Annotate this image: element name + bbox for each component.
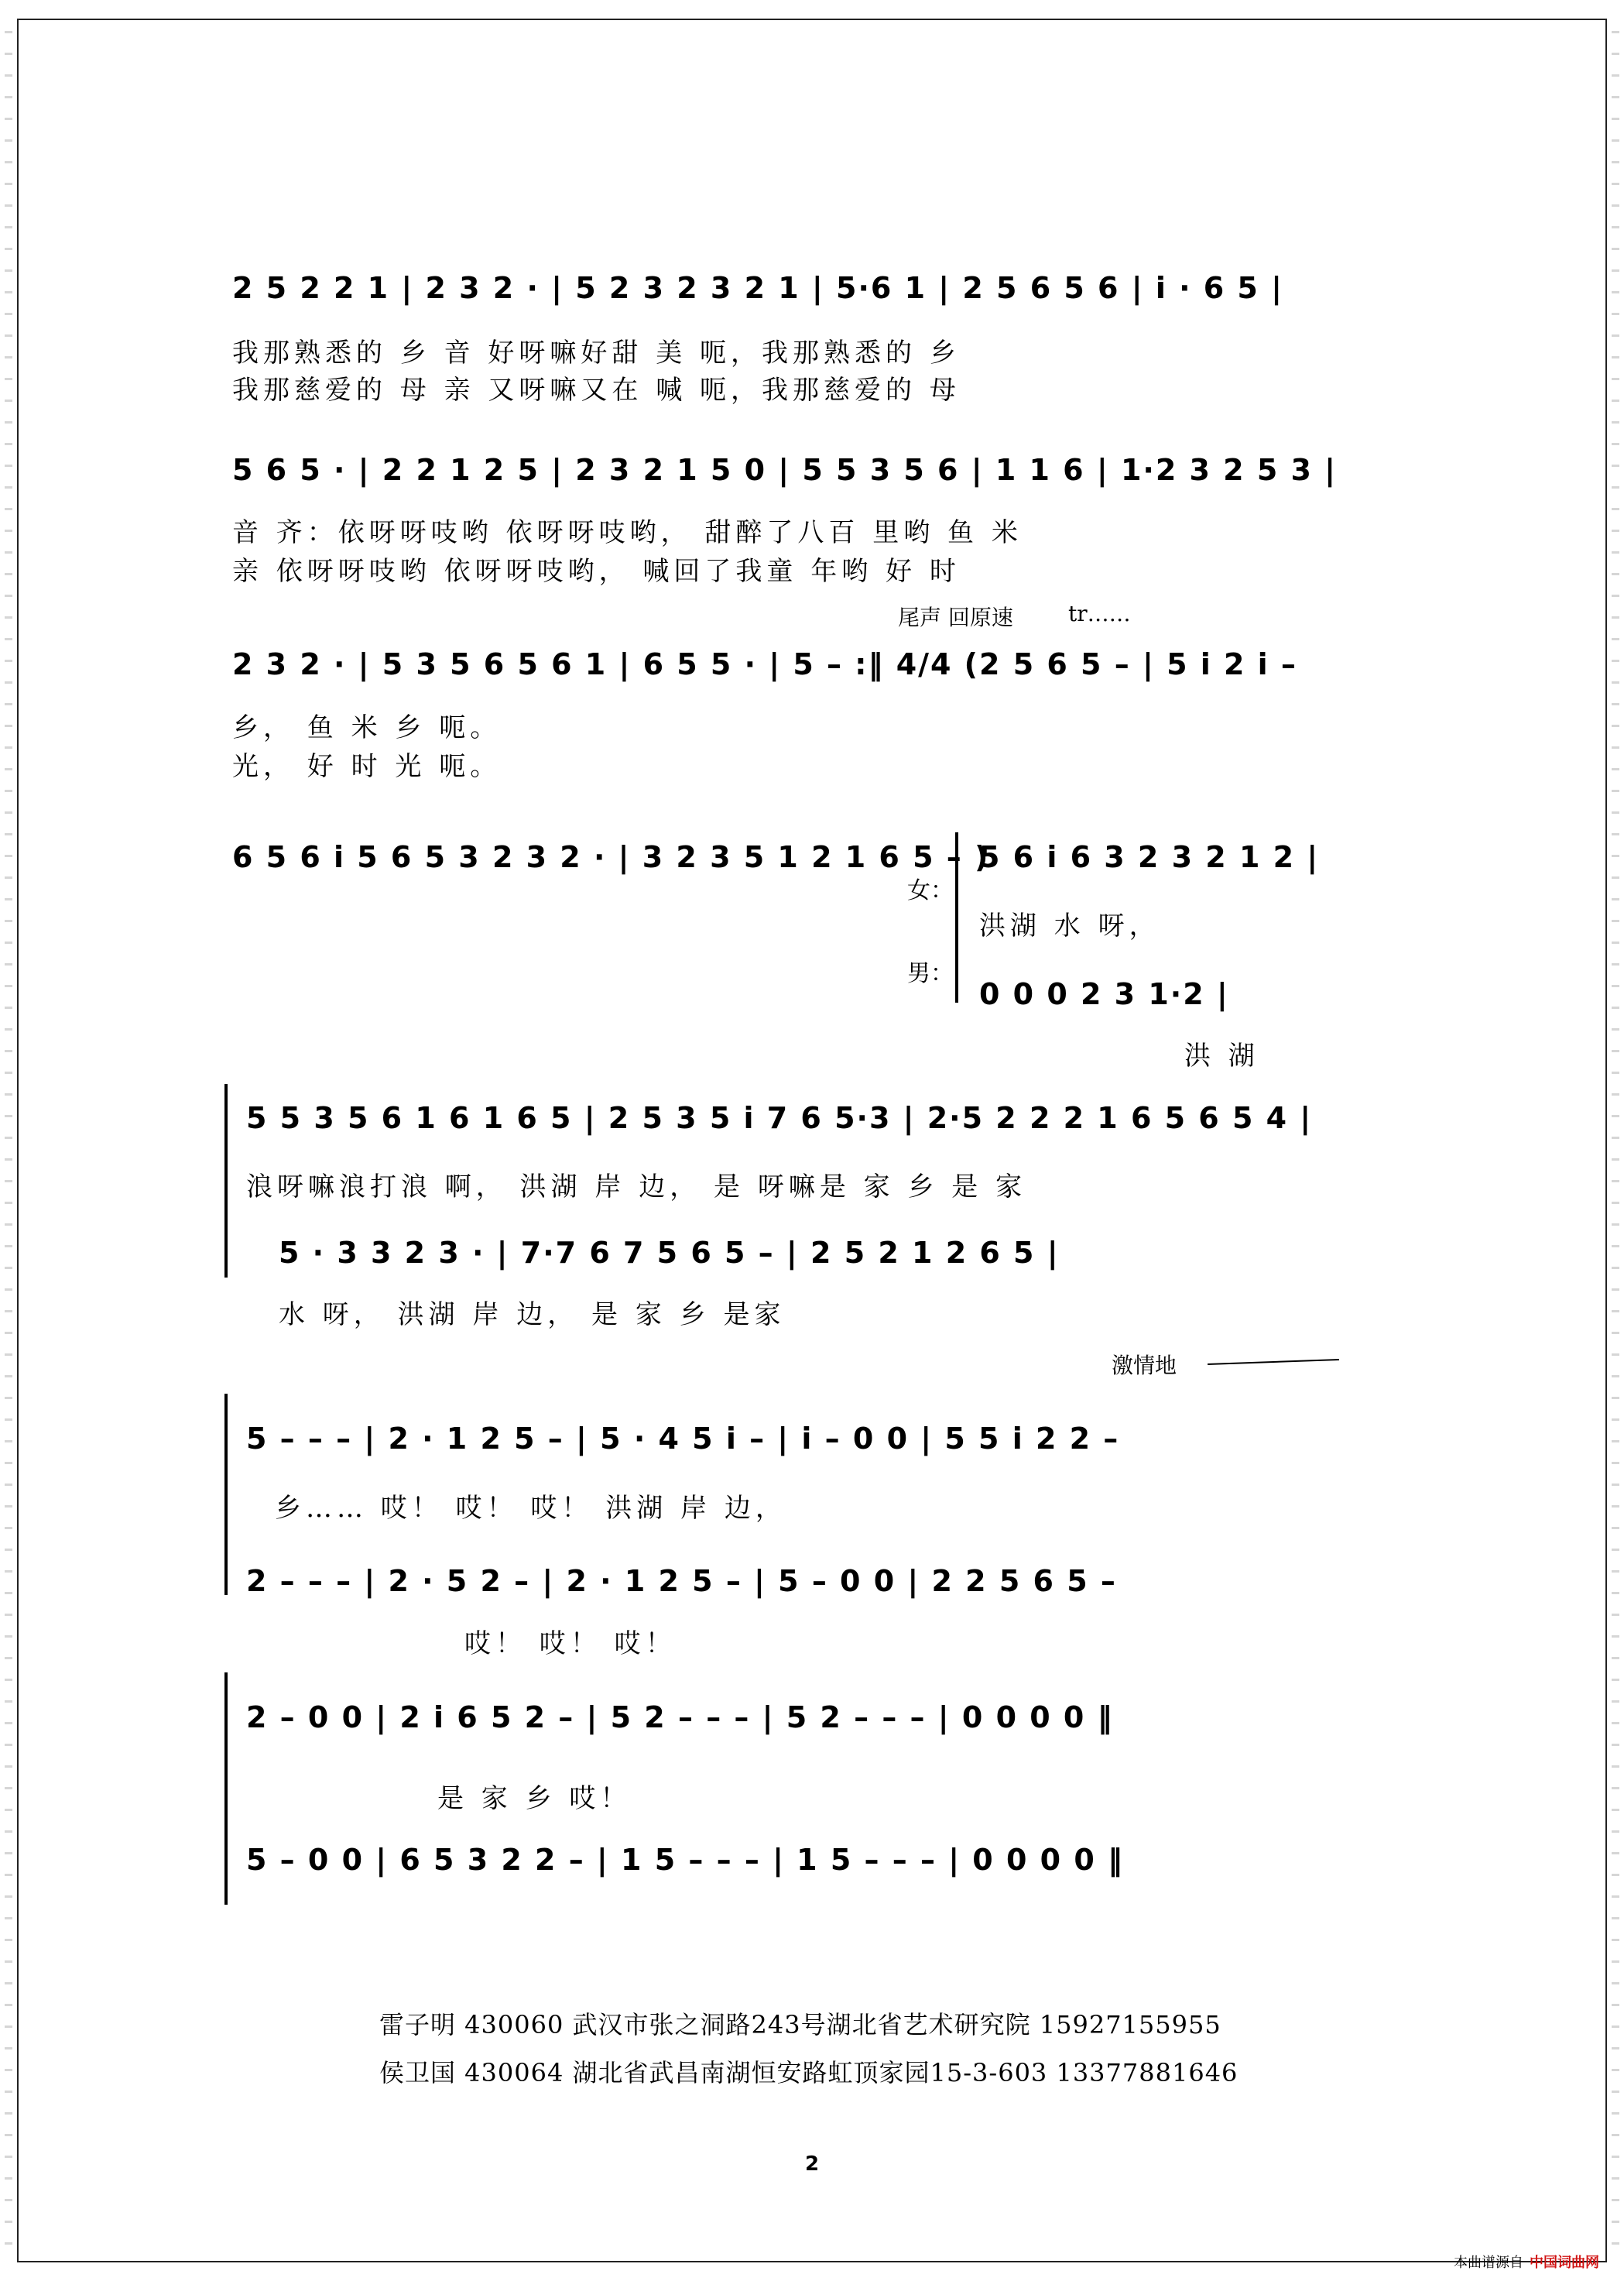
female-label: 女： — [907, 877, 954, 904]
score-row-2-lyric-1: 音 齐：依呀呀吱哟 依呀呀吱哟， 甜醉了八百 里哟 鱼 米 — [232, 517, 1023, 548]
score-row-1-notes: 2 5 2 2 1 | 2 3 2 · | 5 2 3 2 3 2 1 | 5·6 1 | 2 5 6 5 6 | i · 6 5 | — [232, 271, 1283, 305]
female-lyric-row-5: 浪呀嘛浪打浪 啊， 洪湖 岸 边， 是 呀嘛是 家 乡 是 家 — [246, 1171, 1027, 1202]
score-row-2-notes: 5 6 5 · | 2 2 1 2 5 | 2 3 2 1 5 0 | 5 5 3 5 6 | 1 1 6 | 1·2 3 2 5 3 | — [232, 453, 1338, 487]
score-row-1-lyric-1: 我那熟悉的 乡 音 好呀嘛好甜 美 呃，我那熟悉的 乡 — [232, 338, 961, 369]
score-row-4-intro-notes: 6 5 6 i 5 6 5 3 2 3 2 · | 3 2 3 5 1 2 1 6 5 – ) — [232, 840, 990, 874]
page-number: 2 — [805, 2152, 820, 2176]
male-part-row-7: 5 – 0 0 | 6 5 3 2 2 – | 1 5 – – – | 1 5 – – – | 0 0 0 0 ‖ — [246, 1843, 1124, 1877]
side-watermark-right — [1612, 31, 1619, 2245]
score-row-3-lyric-1: 乡， 鱼 米 乡 呃。 — [232, 712, 502, 743]
male-part-row-5: 5 · 3 3 2 3 · | 7·7 6 7 5 6 5 – | 2 5 2 1 2 6 5 | — [279, 1236, 1060, 1270]
duet-brace — [955, 832, 958, 1003]
male-lyric-row-4: 洪 湖 — [1184, 1041, 1259, 1072]
male-part-row-6: 2 – – – | 2 · 5 2 – | 2 · 1 2 5 – | 5 – 0 0 | 2 2 5 6 5 – — [246, 1564, 1117, 1598]
score-row-1-lyric-2: 我那慈爱的 母 亲 又呀嘛又在 喊 呃，我那慈爱的 母 — [232, 375, 961, 406]
contact-line-1: 雷子明 430060 武汉市张之洞路243号湖北省艺术研究院 15927155955 — [379, 2010, 1221, 2039]
footer-credit — [1454, 2252, 1599, 2272]
footer-site-link[interactable]: 中国词曲网 — [1530, 2255, 1599, 2271]
expression-marking: 激情地 — [1112, 1353, 1177, 1378]
female-part-row-6: 5 – – – | 2 · 1 2 5 – | 5 · 4 5 i – | i – 0 0 | 5 5 i 2 2 – — [246, 1422, 1120, 1456]
duet-brace-row-7 — [224, 1672, 228, 1905]
male-lyric-row-5: 水 呀， 洪湖 岸 边， 是 家 乡 是家 — [279, 1299, 786, 1330]
male-label: 男： — [907, 960, 954, 987]
score-row-3-notes: 2 3 2 · | 5 3 5 6 5 6 1 | 6 5 5 · | 5 – :‖ 4/4 (2 5 6 5 – | 5 i 2 i – — [232, 647, 1297, 681]
duet-brace-row-6 — [224, 1394, 228, 1595]
score-row-3-lyric-2: 光， 好 时 光 呃。 — [232, 751, 502, 782]
tempo-marking: 尾声 回原速 — [898, 605, 1013, 630]
score-row-2-lyric-2: 亲 依呀呀吱哟 依呀呀吱哟， 喊回了我童 年哟 好 时 — [232, 556, 961, 587]
footer-source: 本曲谱源自 — [1454, 2255, 1523, 2271]
female-lyric-row-6: 乡…… 哎！ 哎！ 哎！ 洪湖 岸 边， — [275, 1493, 786, 1524]
trill-marking: tr…… — [1068, 601, 1131, 626]
female-part-row-7: 2 – 0 0 | 2 i 6 5 2 – | 5 2 – – – | 5 2 – – – | 0 0 0 0 ‖ — [246, 1700, 1114, 1734]
male-part-row-4: 0 0 0 2 3 1·2 | — [979, 977, 1229, 1011]
side-watermark — [5, 31, 12, 2245]
contact-line-2: 侯卫国 430064 湖北省武昌南湖恒安路虹顶家园15-3-603 13377881646 — [379, 2058, 1239, 2087]
male-lyric-row-6: 哎！ 哎！ 哎！ — [464, 1628, 677, 1659]
duet-brace-row-5 — [224, 1084, 228, 1278]
female-lyric-row-4: 洪湖 水 呀， — [979, 911, 1160, 942]
female-part-row-5: 5 5 3 5 6 1 6 1 6 5 | 2 5 3 5 i 7 6 5·3 | 2·5 2 2 2 1 6 5 6 5 4 | — [246, 1101, 1313, 1135]
female-part-row-4: 5 6 i 6 3 2 3 2 1 2 | — [979, 840, 1320, 874]
female-lyric-row-7: 是 家 乡 哎！ — [437, 1783, 632, 1814]
